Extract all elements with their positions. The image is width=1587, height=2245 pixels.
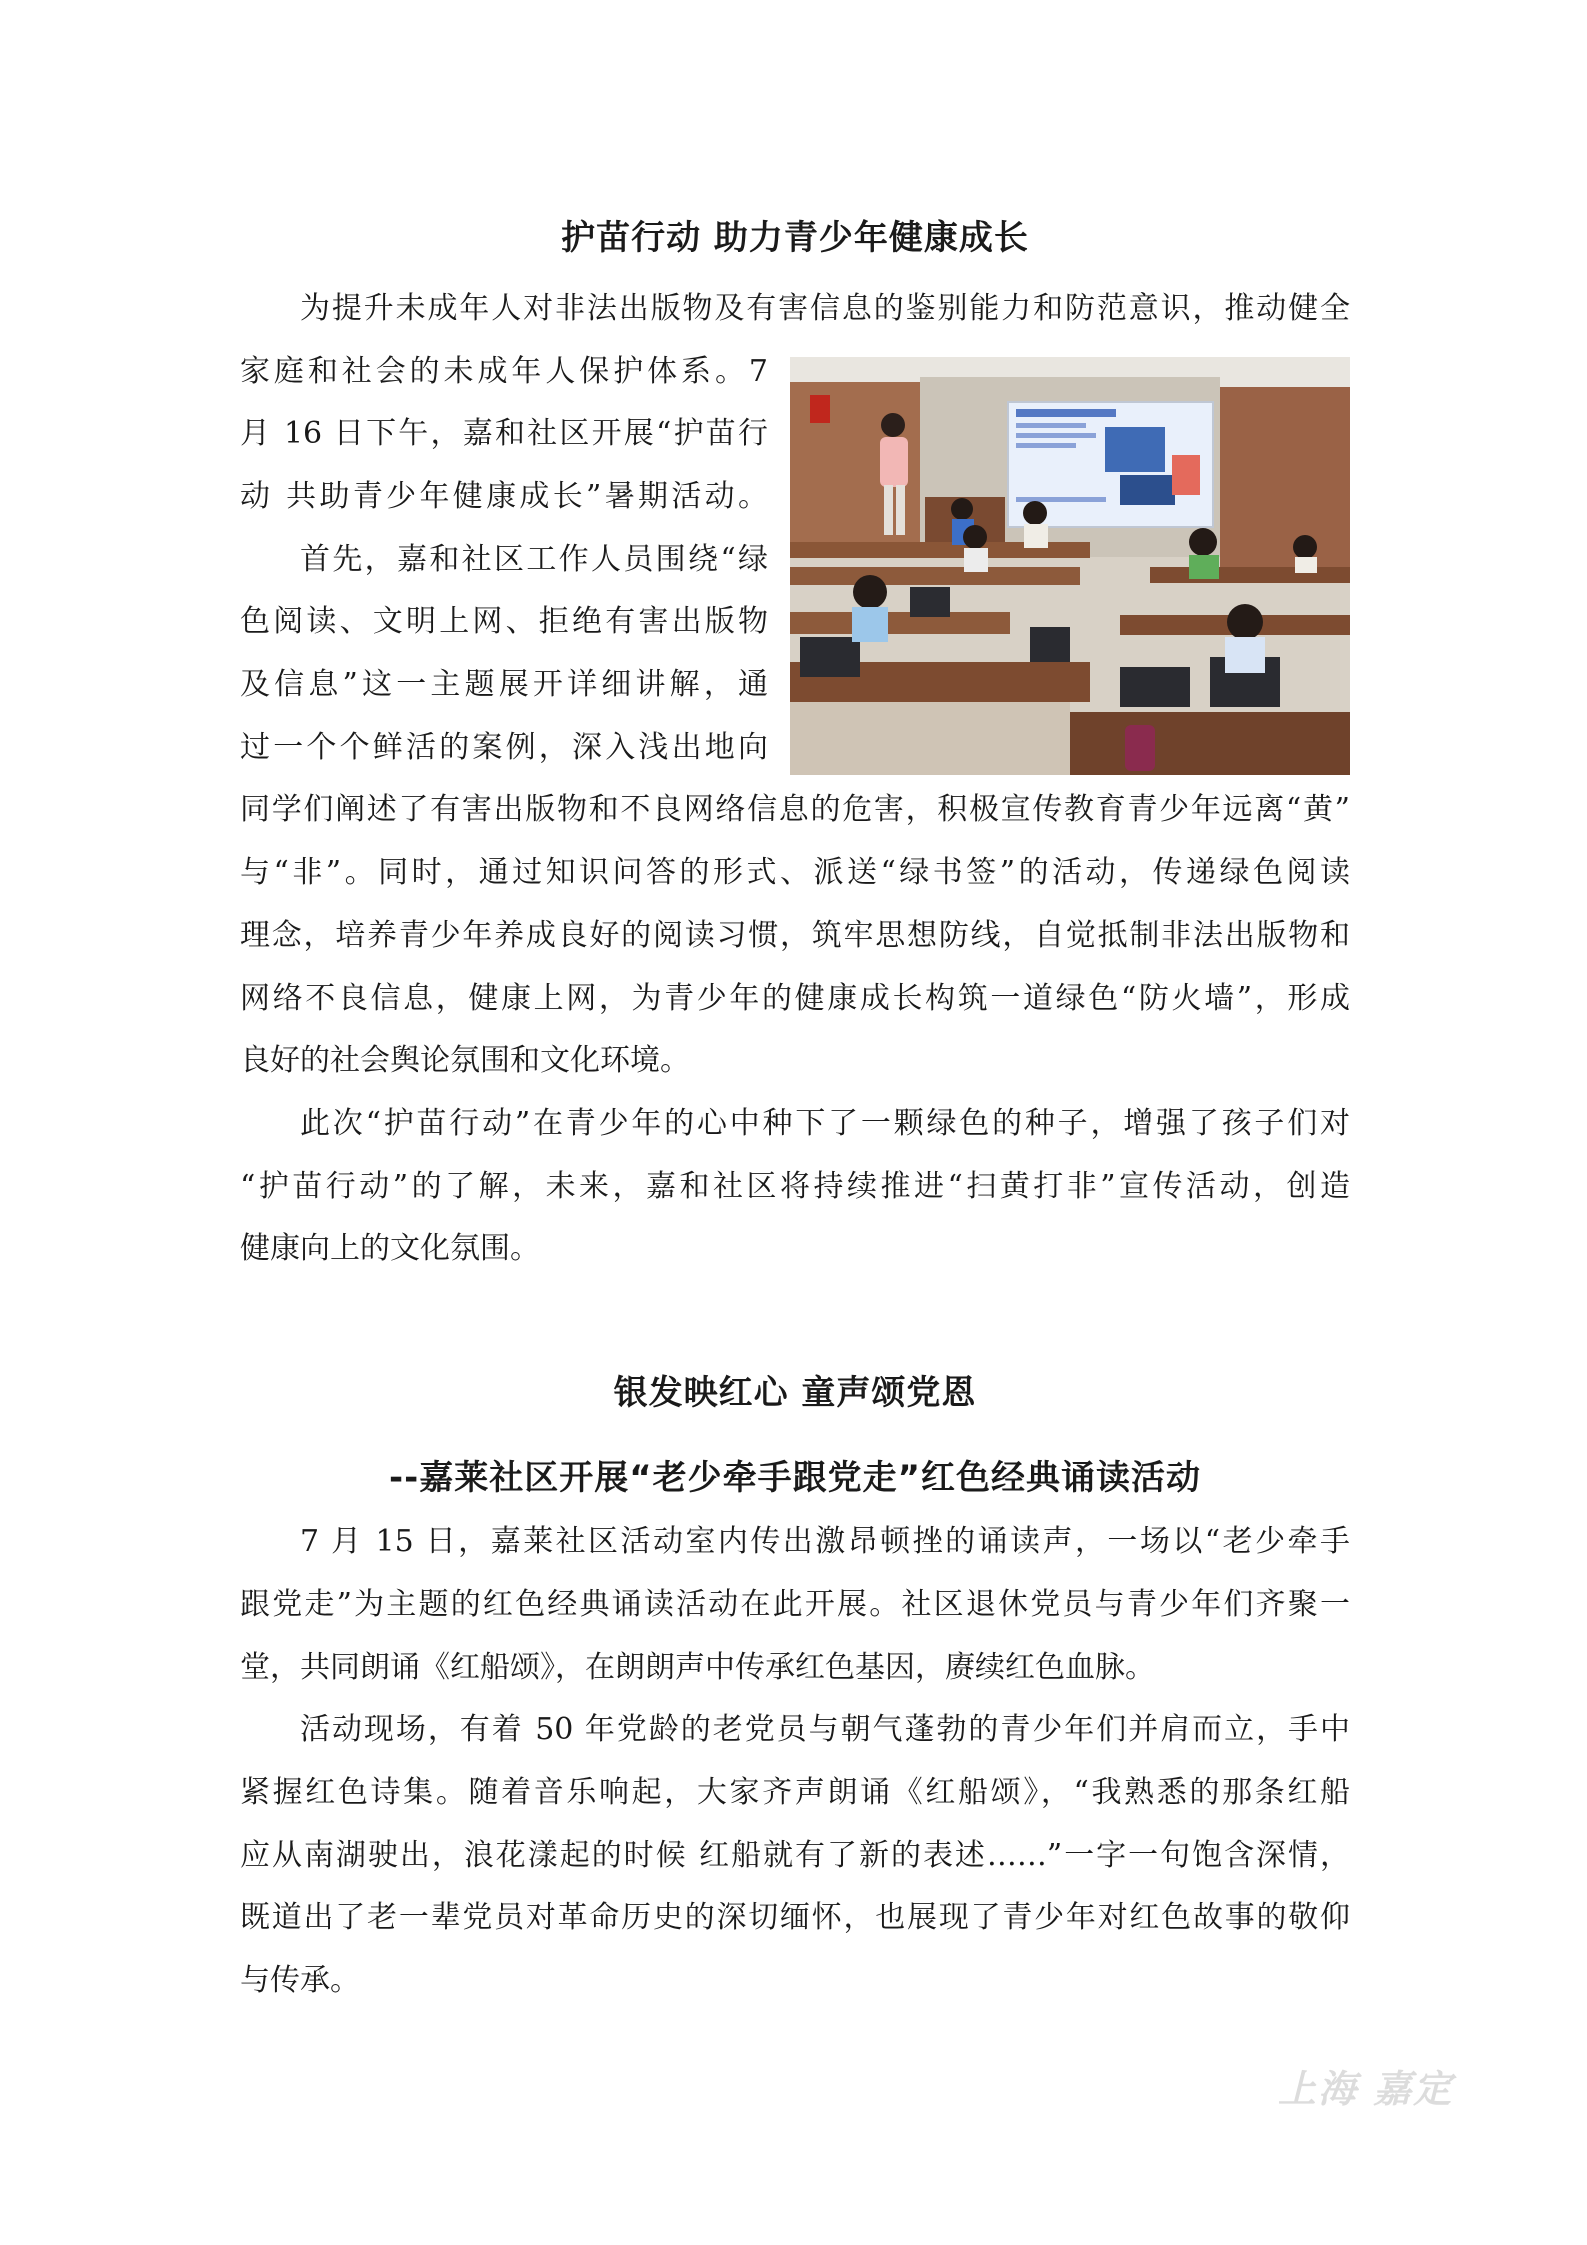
article-2-line: 既道出了老一辈党员对革命历史的深切缅怀，也展现了青少年对红色故事的敬仰 — [240, 1900, 1350, 1935]
article-1-line: 良好的社会舆论氛围和文化环境。 — [240, 1043, 690, 1078]
article-1-line: 同学们阐述了有害出版物和不良网络信息的危害，积极宣传教育青少年远离“黄” — [240, 792, 1350, 827]
article-2-subtitle: --嘉莱社区开展“老少牵手跟党走”红色经典诵读活动 — [389, 1458, 1201, 1498]
article-2-line: 紧握红色诗集。随着音乐响起，大家齐声朗诵《红船颂》，“我熟悉的那条红船 — [240, 1775, 1350, 1810]
article-2-line: 与传承。 — [240, 1963, 360, 1998]
article-1-line: 首先，嘉和社区工作人员围绕“绿 — [300, 542, 768, 577]
article-2-line: 7 月 15 日，嘉莱社区活动室内传出激昂顿挫的诵读声，一场以“老少牵手 — [300, 1524, 1350, 1559]
article-1-title: 护苗行动 助力青少年健康成长 — [561, 218, 1029, 258]
article-1-line: 过一个个鲜活的案例，深入浅出地向 — [240, 730, 768, 765]
classroom-photo — [790, 357, 1350, 775]
article-1-line: “护苗行动”的了解，未来，嘉和社区将持续推进“扫黄打非”宣传活动，创造 — [240, 1169, 1350, 1204]
article-2-line: 堂，共同朗诵《红船颂》，在朗朗声中传承红色基因，赓续红色血脉。 — [240, 1650, 1155, 1685]
article-1-line: 与“非”。同时，通过知识问答的形式、派送“绿书签”的活动，传递绿色阅读 — [240, 855, 1350, 890]
watermark-logo: 上海 嘉定 — [1278, 2067, 1454, 2111]
article-1-line: 及信息”这一主题展开详细讲解，通 — [240, 667, 768, 702]
classroom-photo-illustration — [790, 357, 1350, 775]
article-1-line: 健康向上的文化氛围。 — [240, 1231, 540, 1266]
article-2-line: 活动现场，有着 50 年党龄的老党员与朝气蓬勃的青少年们并肩而立，手中 — [300, 1712, 1350, 1747]
article-2-line: 跟党走”为主题的红色经典诵读活动在此开展。社区退休党员与青少年们齐聚一 — [240, 1587, 1350, 1622]
article-1-line: 家庭和社会的未成年人保护体系。7 — [240, 354, 768, 389]
article-1-line: 动 共助青少年健康成长”暑期活动。 — [240, 479, 768, 514]
article-2-title: 银发映红心 童声颂党恩 — [613, 1373, 977, 1413]
article-1-line: 理念，培养青少年养成良好的阅读习惯，筑牢思想防线，自觉抵制非法出版物和 — [240, 918, 1350, 953]
article-1-line: 色阅读、文明上网、拒绝有害出版物 — [240, 604, 768, 639]
article-1-line: 月 16 日下午，嘉和社区开展“护苗行 — [240, 416, 768, 451]
article-1-line: 为提升未成年人对非法出版物及有害信息的鉴别能力和防范意识，推动健全 — [300, 291, 1350, 326]
article-1-line: 网络不良信息，健康上网，为青少年的健康成长构筑一道绿色“防火墙”，形成 — [240, 981, 1350, 1016]
article-2-line: 应从南湖驶出，浪花漾起的时候 红船就有了新的表述……”一字一句饱含深情， — [240, 1838, 1350, 1873]
article-1-line: 此次“护苗行动”在青少年的心中种下了一颗绿色的种子，增强了孩子们对 — [300, 1106, 1350, 1141]
